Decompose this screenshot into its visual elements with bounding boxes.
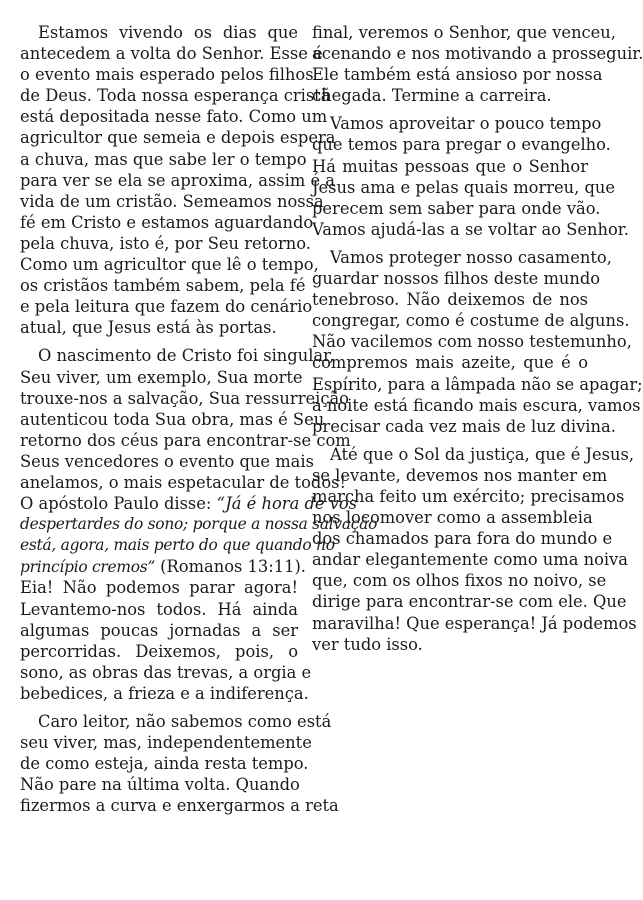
text-line: que, com os olhos fixos no noivo, se [312,571,607,591]
text-line: Não pare na última volta. Quando [20,775,300,795]
text-line: Estamos vivendo os dias que [38,23,298,42]
text-line: ver tudo isso. [312,634,423,654]
scripture-quote: “Já é hora de vos [216,494,358,514]
text-line: Jesus ama e pelas quais morreu, que [312,177,616,197]
text-line: Seu viver, um exemplo, Sua morte [20,367,303,387]
quote-intro: O apóstolo Paulo disse: [20,494,217,514]
scripture-quote: princípio cremos” [20,558,155,577]
text-line: Levantemo-nos todos. Há ainda [20,599,298,619]
text-line: Vamos ajudá-las a se voltar ao Senhor. [312,219,629,239]
text-line: dos chamados para fora do mundo e [312,529,613,549]
text-line: tenebroso. Não deixemos de nos [312,290,588,310]
text-line: autenticou toda Sua obra, mas é Seu [20,409,325,429]
scripture-quote-line: está, agora, mais perto do que quando no [20,536,335,555]
text-line: percorridas. Deixemos, pois, o [20,641,298,661]
text-line: anelamos, o mais espetacular de todos! [20,472,347,492]
text-line: se levante, devemos nos manter em [312,465,608,485]
text-line: que temos para pregar o evangelho. [312,135,611,155]
text-line: compremos mais azeite, que é o [312,353,588,373]
text-line: dirige para encontrar-se com ele. Que [312,592,627,612]
text-line: Caro leitor, não sabemos como está [38,712,332,731]
paragraph-1 [20,22,336,338]
text-line: a noite está ficando mais escura, vamos [312,395,641,415]
text-line: Vamos proteger nosso casamento, [330,247,612,267]
text-line: seu viver, mas, independentemente [20,733,312,753]
text-line: acenando e nos motivando a prosseguir. [312,44,643,64]
text-line: antecedem a volta do Senhor. Esse é [20,44,323,64]
text-line: guardar nossos filhos deste mundo [312,269,601,289]
text-line: marcha feito um exército; precisamos [312,486,625,506]
text-line: Ele também está ansioso por nossa [312,65,603,85]
text-line: Até que o Sol da justiça, que é Jesus, [330,444,635,464]
text-line: atual, que Jesus está às portas. [20,318,277,338]
paragraph-7 [312,444,637,655]
text-line: retorno dos céus para encontrar-se com [20,430,351,450]
text-line: congregar, como é costume de alguns. [312,311,630,331]
text-line: Não vacilemos com nosso testemunho, [312,332,632,352]
text-line: Eia! Não podemos parar agora! [20,578,298,598]
paragraph-5 [312,113,629,240]
text-line: para ver se ela se aproxima, assim é a [20,170,335,190]
text-line: vida de um cristão. Semeamos nossa [20,191,324,211]
right-column [312,22,643,655]
scripture-quote-line: despertardes do sono; porque a nossa salvação [20,515,378,534]
text-line: pela chuva, isto é, por Seu retorno. [20,233,311,253]
citation-line [20,556,306,577]
text-line: e pela leitura que fazem do cenário [20,297,313,317]
text-line: de Deus. Toda nossa esperança cristã [20,86,331,106]
text-line: fizermos a curva e enxergarmos a reta [20,796,339,816]
citation: (Romanos 13:11). [154,557,306,577]
text-line: os cristãos também sabem, pela fé [20,276,306,296]
text-line: trouxe-nos a salvação, Sua ressurreição [20,388,349,408]
paragraph-6 [312,247,643,437]
text-line: O nascimento de Cristo foi singular, [38,346,335,366]
text-line: a chuva, mas que sabe ler o tempo [20,149,307,169]
text-line: chegada. Termine a carreira. [312,86,552,106]
text-line: precisar cada vez mais de luz divina. [312,416,616,436]
text-line: de como esteja, ainda resta tempo. [20,754,309,774]
paragraph-4 [312,22,643,106]
text-line: agricultor que semeia e depois espera [20,128,336,148]
text-line: fé em Cristo e estamos aguardando [20,212,314,232]
text-line: maravilha! Que esperança! Já podemos [312,613,637,633]
text-line: Há muitas pessoas que o Senhor [312,156,588,176]
text-line: o evento mais esperado pelos filhos [20,65,314,85]
text-line: Seus vencedores o evento que mais [20,451,314,471]
text-line: bebedices, a frieza e a indiferença. [20,683,309,703]
text-line: algumas poucas jornadas a ser [20,620,298,640]
text-line: nos locomover como a assembleia [312,508,593,528]
text-line: perecem sem saber para onde vão. [312,198,601,218]
text-line: está depositada nesse fato. Como um [20,107,328,127]
text-line: Vamos aproveitar o pouco tempo [330,114,602,134]
text-line: final, veremos o Senhor, que venceu, [312,23,616,42]
text-line: Como um agricultor que lê o tempo, [20,255,319,275]
quote-intro-line [20,493,358,514]
text-line: sono, as obras das trevas, a orgia e [20,662,312,682]
paragraph-3 [20,711,339,816]
text-line: andar elegantemente como uma noiva [312,550,629,570]
text-line: Espírito, para a lâmpada não se apagar; [312,374,643,394]
